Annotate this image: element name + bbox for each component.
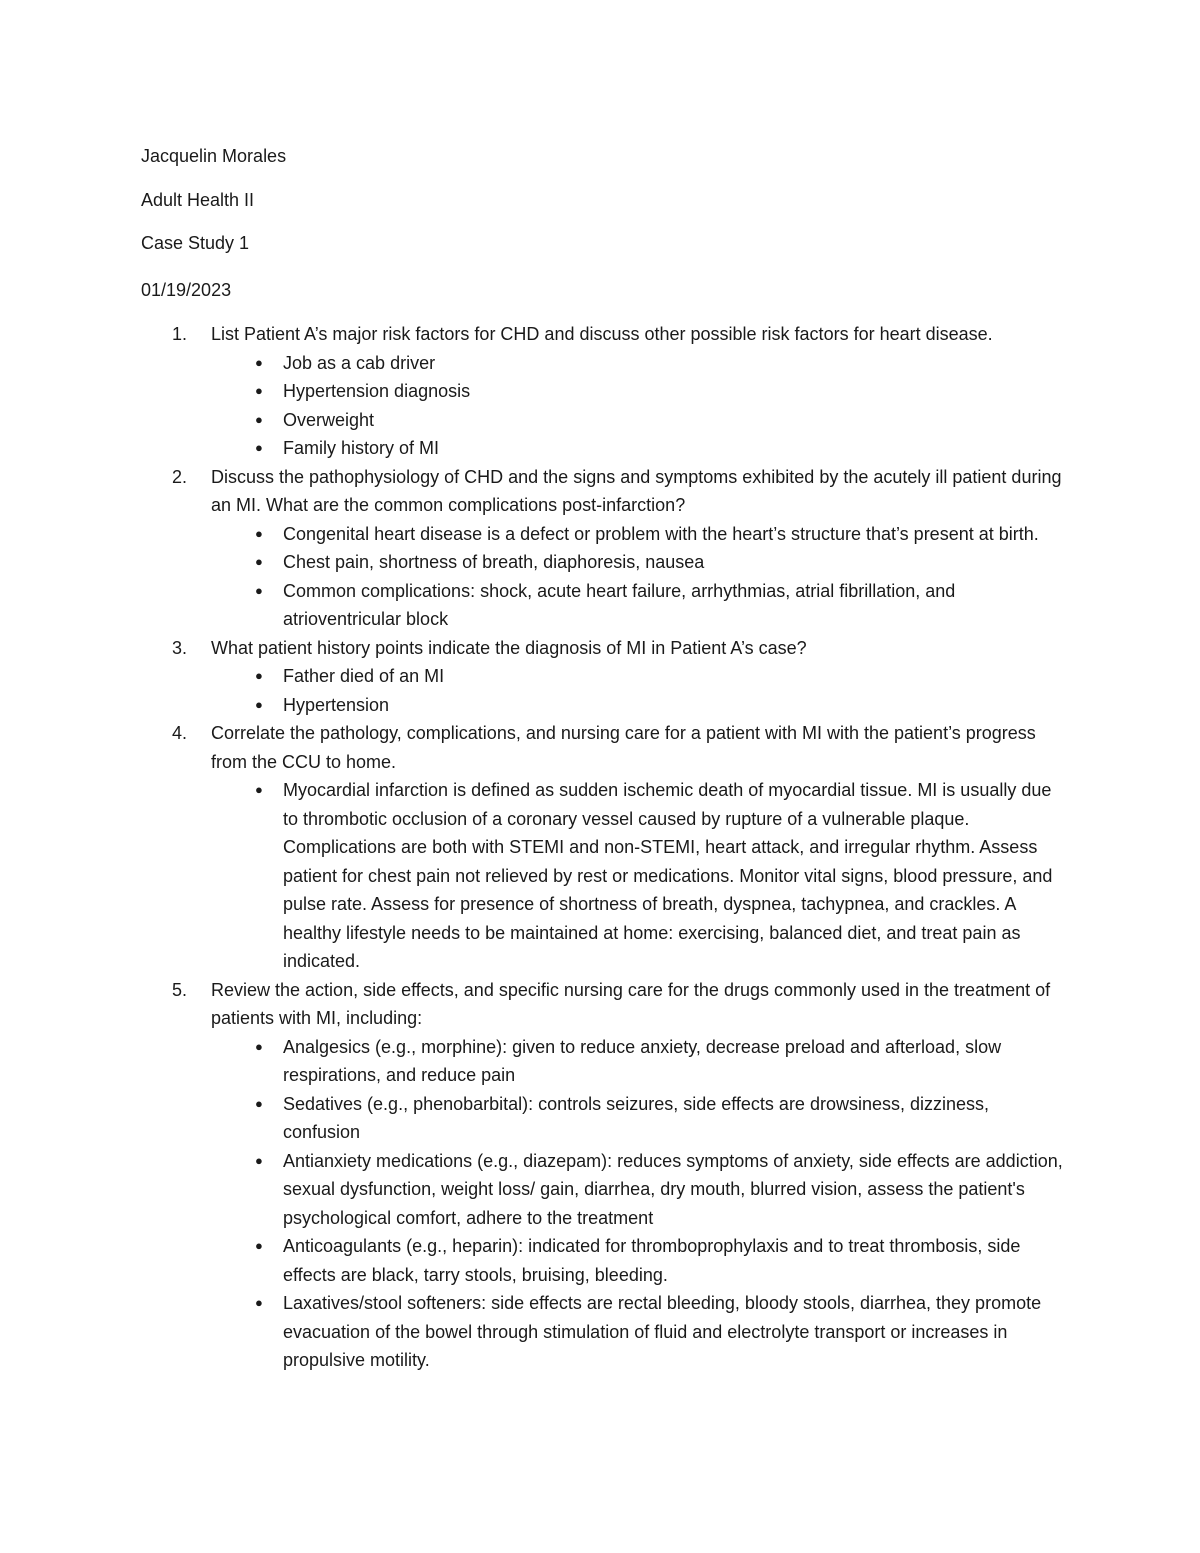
bullet-dot-icon: ● <box>255 1095 263 1111</box>
answer-text: Laxatives/stool softeners: side effects are rectal bleeding, bloody stools, diarrhea, they promote evacuation of the bowel through stimulation of fluid and electrolyte transport or increases in propulsive motility. <box>283 1293 1042 1370</box>
bullet-dot-icon: ● <box>255 554 263 569</box>
answer-bullet-list <box>211 776 1071 976</box>
answer-text: Family history of MI <box>283 438 440 458</box>
question-text: List Patient A’s major risk factors for CHD and discuss other possible risk factors for heart disease. <box>211 324 993 344</box>
question-item <box>0 634 1071 720</box>
question-number: 3. <box>172 637 188 658</box>
answer-text: Chest pain, shortness of breath, diaphoresis, nausea <box>283 552 705 572</box>
bullet-dot-icon: ● <box>255 582 263 598</box>
question-item <box>0 976 1071 1375</box>
bullet-dot-icon: ● <box>255 354 263 370</box>
bullet-dot-icon: ● <box>255 668 263 683</box>
answer-bullet <box>211 1090 1063 1147</box>
question-number: 4. <box>172 723 188 743</box>
answer-bullet-list <box>211 349 1071 463</box>
answer-bullet <box>211 1289 1063 1375</box>
bullet-dot-icon: ● <box>255 525 263 541</box>
document-date: 01/19/2023 <box>141 280 232 300</box>
answer-text: Congenital heart disease is a defect or problem with the heart’s structure that’s present at birth. <box>283 523 1039 544</box>
question-item <box>0 320 1071 463</box>
answer-bullet-list <box>211 662 1071 719</box>
answer-text: Anticoagulants (e.g., heparin): indicated for thromboprophylaxis and to treat thrombosis, side effects are black, tarry stools, bruising, bleeding. <box>283 1236 1021 1285</box>
question-item <box>0 463 1071 634</box>
answer-text: Antianxiety medications (e.g., diazepam): reduces symptoms of anxiety, side effects are addiction, sexual dysfunction, weight loss/ gain, diarrhea, dry mouth, blurred vision, assess the patient's psychological comfort, adhere to the treatment <box>283 1150 1063 1228</box>
bullet-dot-icon: ● <box>255 1295 263 1310</box>
answer-bullet-list <box>211 520 1071 634</box>
answer-bullet <box>211 1232 1063 1289</box>
answer-text: Father died of an MI <box>283 666 445 686</box>
answer-text: Hypertension <box>283 694 390 715</box>
answer-text: Hypertension diagnosis <box>283 381 471 401</box>
question-text: Correlate the pathology, complications, and nursing care for a patient with MI with the patient’s progress from the CCU to home. <box>211 723 1036 772</box>
bullet-dot-icon: ● <box>255 383 263 398</box>
bullet-dot-icon: ● <box>255 1152 263 1168</box>
question-item <box>0 719 1071 976</box>
answer-text: Common complications: shock, acute heart failure, arrhythmias, atrial fibrillation, and atrioventricular block <box>283 580 956 629</box>
bullet-dot-icon: ● <box>255 411 263 427</box>
question-text: Review the action, side effects, and specific nursing care for the drugs commonly used in the treatment of patients with MI, including: <box>211 979 1051 1028</box>
answer-bullet-list <box>211 1033 1071 1375</box>
question-number: 2. <box>172 466 188 487</box>
bullet-dot-icon: ● <box>255 696 263 712</box>
answer-bullet <box>211 577 1063 634</box>
question-number: 1. <box>172 324 188 344</box>
assignment-title: Case Study 1 <box>141 233 250 253</box>
answer-text: Myocardial infarction is defined as sudden ischemic death of myocardial tissue. MI is usually due to thrombotic occlusion of a coronary vessel caused by rupture of a vulnerable plaque. Complications are both with STEMI and non-STEMI, heart attack, and irregular rhythm. Assess patient for chest pain not relieved by rest or medications. Monitor vital signs, blood pressure, and pulse rate. Assess for presence of shortness of breath, dyspnea, tachypnea, and crackles. A healthy lifestyle needs to be maintained at home: exercising, balanced diet, and treat pain as indicated. <box>283 780 1053 971</box>
answer-bullet <box>211 434 1063 463</box>
question-number: 5. <box>172 979 188 1000</box>
answer-bullet <box>211 349 1063 378</box>
course-name: Adult Health II <box>141 190 255 210</box>
bullet-dot-icon: ● <box>255 1238 263 1253</box>
answer-bullet <box>211 691 1063 720</box>
question-list <box>0 320 1200 1375</box>
question-text: Discuss the pathophysiology of CHD and the signs and symptoms exhibited by the acutely ill patient during an MI. What are the common complications post-infarction? <box>211 466 1062 515</box>
answer-bullet <box>211 662 1063 691</box>
answer-bullet <box>211 776 1063 976</box>
bullet-dot-icon: ● <box>255 782 263 797</box>
answer-bullet <box>211 520 1063 549</box>
answer-text: Job as a cab driver <box>283 352 436 373</box>
question-text: What patient history points indicate the diagnosis of MI in Patient A’s case? <box>211 637 807 658</box>
answer-text: Overweight <box>283 409 375 430</box>
answer-bullet <box>211 1033 1063 1090</box>
answer-text: Sedatives (e.g., phenobarbital): controls seizures, side effects are drowsiness, dizziness, confusion <box>283 1093 990 1142</box>
answer-bullet <box>211 377 1063 406</box>
answer-bullet <box>211 406 1063 435</box>
bullet-dot-icon: ● <box>255 1038 263 1054</box>
bullet-dot-icon: ● <box>255 440 263 455</box>
student-name: Jacquelin Morales <box>141 146 287 166</box>
answer-bullet <box>211 1147 1063 1233</box>
answer-text: Analgesics (e.g., morphine): given to reduce anxiety, decrease preload and afterload, slow respirations, and reduce pain <box>283 1036 1002 1085</box>
answer-bullet <box>211 548 1063 577</box>
